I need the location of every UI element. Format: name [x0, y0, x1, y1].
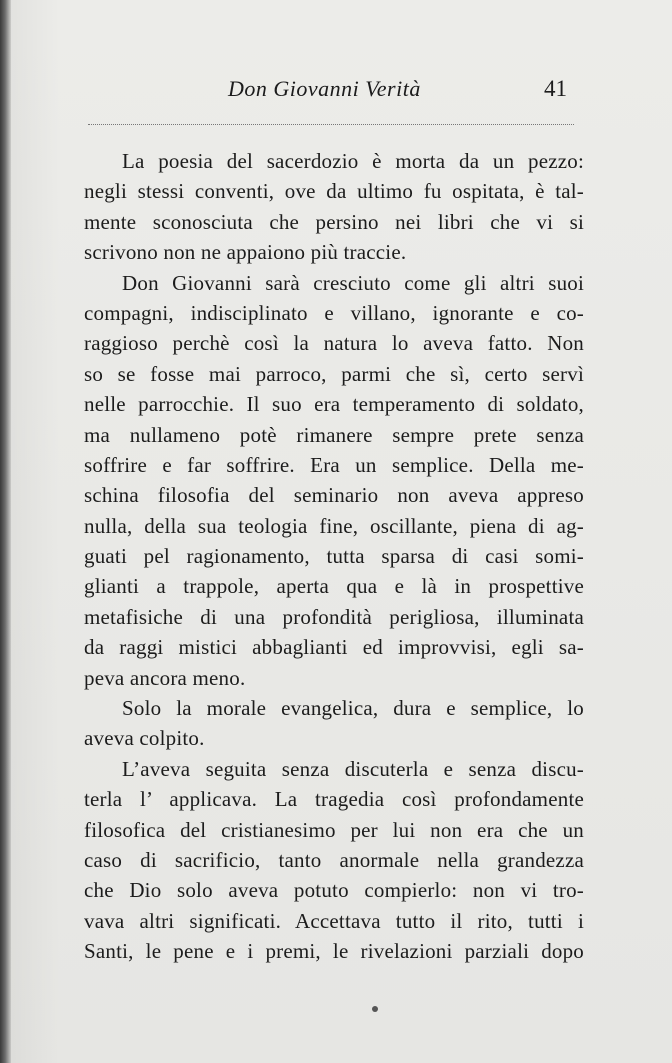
text-line: mente sconosciuta che persino nei libri che vi si	[84, 209, 584, 234]
text-line: guati pel ragionamento, tutta sparsa di casi somi-	[84, 544, 584, 569]
header-dotted-rule	[88, 124, 574, 125]
text-line: che Dio solo aveva potuto compierlo: non vi tro-	[84, 878, 584, 903]
footer-ink-mark	[372, 1006, 378, 1012]
text-line: metafisiche di una profondità perigliosa, illuminata	[84, 604, 584, 629]
text-line: Don Giovanni sarà cresciuto come gli altri suoi	[122, 270, 584, 295]
text-line: vava altri significati. Accettava tutto il rito, tutti i	[84, 908, 584, 933]
text-line: scrivono non ne appaiono più traccie.	[84, 240, 407, 265]
text-line: ma nullameno potè rimanere sempre prete senza	[84, 422, 584, 447]
text-line: filosofica del cristianesimo per lui non era che un	[84, 817, 584, 842]
text-line: soffrire e far soffrire. Era un semplice. Della me-	[84, 452, 584, 477]
text-line: Solo la morale evangelica, dura e semplice, lo	[122, 696, 584, 721]
text-line: raggioso perchè così la natura lo aveva fatto. Non	[84, 331, 584, 356]
text-line: compagni, indisciplinato e villano, ignorante e co-	[84, 300, 584, 325]
text-line: aveva colpito.	[84, 726, 205, 751]
text-line: da raggi mistici abbaglianti ed improvvisi, egli sa-	[84, 635, 584, 660]
text-line: caso di sacrificio, tanto anormale nella grandezza	[84, 847, 584, 872]
running-head	[0, 76, 672, 108]
text-line: schina filosofia del seminario non aveva appreso	[84, 483, 584, 508]
text-line: L’aveva seguita senza discuterla e senza discu-	[122, 756, 584, 781]
text-line: glianti a trappole, aperta qua e là in prospettive	[84, 574, 584, 599]
running-title: Don Giovanni Verità	[228, 76, 421, 101]
text-line: Santi, le pene e i premi, le rivelazioni parziali dopo	[84, 939, 584, 964]
body-text	[84, 146, 584, 967]
binding-edge	[0, 0, 11, 1063]
text-line: so se fosse mai parroco, parmi che sì, certo servì	[84, 361, 584, 386]
text-line: peva ancora meno.	[84, 665, 246, 690]
page-number: 41	[544, 76, 567, 101]
text-line: nelle parrocchie. Il suo era temperamento di soldato,	[84, 392, 584, 417]
text-line: negli stessi conventi, ove da ultimo fu ospitata, è tal-	[84, 179, 584, 204]
text-line: La poesia del sacerdozio è morta da un pezzo:	[122, 149, 584, 173]
text-line: terla l’ applicava. La tragedia così profondamente	[84, 787, 584, 812]
text-line: nulla, della sua teologia fine, oscillante, piena di ag-	[84, 513, 584, 538]
